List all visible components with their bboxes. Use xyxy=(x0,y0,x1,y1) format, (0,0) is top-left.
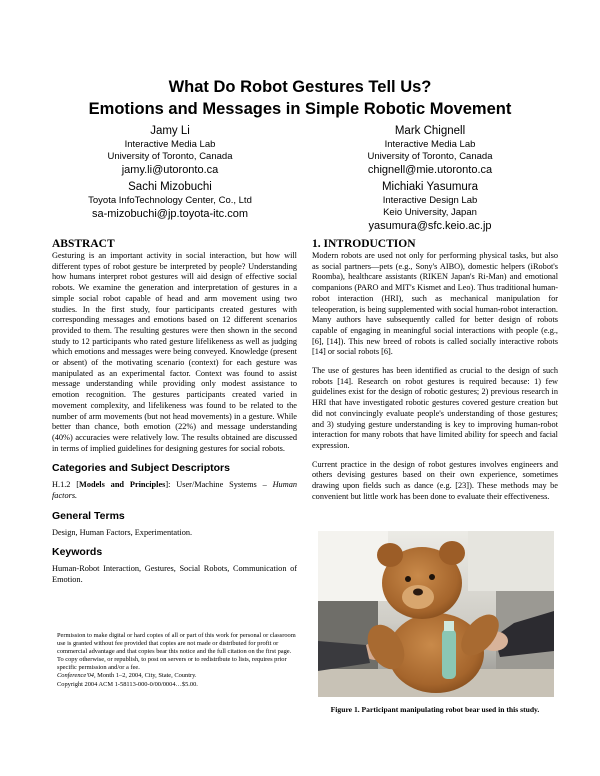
author-affiliation: Interactive Media Lab xyxy=(384,139,476,150)
introduction-heading: 1. INTRODUCTION xyxy=(312,238,416,250)
keywords-text: Human-Robot Interaction, Gestures, Social Robots, Communication of Emotion. xyxy=(52,564,297,585)
author-affiliation: University of Toronto, Canada xyxy=(367,151,493,162)
author-name: Sachi Mizobuchi xyxy=(128,181,212,193)
author-block-1 xyxy=(40,124,300,178)
author-name: Mark Chignell xyxy=(394,125,466,137)
author-affiliation: Toyota InfoTechnology Center, Co., Ltd xyxy=(88,195,252,206)
author-affiliation: Interactive Media Lab xyxy=(124,139,216,150)
abstract-text: Gesturing is an important activity in social interaction, but how will different types of robot gesture be interpreted by people? Understanding how humans interpret robot gestures will aid design of effective social robots. We examine the generation and interpretation of gestures in a simple social robot capable of head and arm movement using two studies. In the first study, four participants created gestures with corresponding messages and emotions based on 12 different scenarios provided to them. The resulting gestures were then shown in the second study to 12 participants who rated gesture lifelikeness as well as judging which emotions and messages were being conveyed. Knowledge (present or absent) of the motivating scenario (context) for each gesture was manipulated as an experimental factor. Context was found to assist message understanding while providing only modest assistance to emotion recognition. The gestures participants created varied in movement complexity, and lifelikeness was found to be related to the number of arm movements (but not head movements) in a gesture. While better than chance, both emotion (22%) and message understanding (40%) accuracies were relatively low. The results obtained are discussed in terms of implied guidelines for designing gestures for social robots. xyxy=(52,251,297,453)
author-block-2 xyxy=(300,124,560,178)
author-block-3 xyxy=(40,180,300,222)
paper-title-line2: Emotions and Messages in Simple Robotic Movement xyxy=(88,100,512,118)
copyright-line: Copyright 2004 ACM 1-58113-000-0/00/0004…$5.00. xyxy=(57,680,198,688)
categories-bold: Models and Principles xyxy=(79,480,166,490)
author-name: Jamy Li xyxy=(150,125,190,137)
left-column xyxy=(52,237,297,586)
general-terms-heading: General Terms xyxy=(52,509,125,522)
categories-heading: Categories and Subject Descriptors xyxy=(52,462,230,475)
keywords-heading: Keywords xyxy=(52,546,103,559)
intro-paragraph-3: Current practice in the design of robot gestures involves engineers and others devising gestures based on their own experience, sometimes drawing upon fields such as dance (e.g. [23]). These methods may be convenient but little work has been done to evaluate their effectiveness. xyxy=(312,459,558,501)
author-block-4 xyxy=(300,180,560,234)
intro-paragraph-2: The use of gestures has been identified as crucial to the design of such robots [14]. Research on robot gestures is required because: 1) few guidelines exist for the design of robotic gestures; 2) previous research in HRI that have investigated robotic gestures covered gesture creation but did not convincingly evaluate people's understanding of those gestures; and 3) studying gesture understanding is key to improving human-robot interaction for many robots that have limited ability for speech and facial expression. xyxy=(312,366,558,450)
robot-bear-photo xyxy=(318,531,554,697)
author-email: chignell@mie.utoronto.ca xyxy=(367,164,493,176)
categories-italic: Human factors. xyxy=(52,480,297,501)
copyright-notice xyxy=(57,632,297,689)
general-terms-text: Design, Human Factors, Experimentation. xyxy=(52,527,193,537)
right-column xyxy=(312,237,558,502)
intro-paragraph-1: Modern robots are used not only for performing physical tasks, but also as social partners—pets (e.g., Sony's AIBO), domestic helpers (iRobot's Roomba), healthcare assistants (RIKEN Japan's Ri-Man) and emotional companions (PARO and MIT's Kismet and Leo). Thus traditional human-robot interaction (HRI), such as mechanical manipulation for teleoperation, is being supplemented with social human-robot interaction. Many authors have subsequently called for better design of robots capable of engaging in meaningful social interactions with people (e.g., [6], [14]). This new breed of robots is called socially interactive robots [14] or social robots [6]. xyxy=(312,251,558,357)
copyright-text: Permission to make digital or hard copies of all or part of this work for personal or classroom use is granted without fee provided that copies are not made or distributed for profit or commercial advantage and that copies bear this notice and the full citation on the first page. To copy otherwise, or republish, to post on servers or to redistribute to lists, requires prior specific permission and/or a fee. xyxy=(57,632,296,672)
author-email: jamy.li@utoronto.ca xyxy=(121,164,219,176)
author-affiliation: Interactive Design Lab xyxy=(382,195,478,206)
author-email: yasumura@sfc.keio.ac.jp xyxy=(368,220,492,232)
author-affiliation: University of Toronto, Canada xyxy=(107,151,233,162)
categories-code: H.1.2 [ xyxy=(52,480,80,490)
copyright-venue: Conference'04 xyxy=(57,672,94,680)
paper-title-line1: What Do Robot Gestures Tell Us? xyxy=(168,78,432,96)
figure-caption: Figure 1. Participant manipulating robot bear used in this study. xyxy=(330,705,540,714)
categories-rest: ]: User/Machine Systems – xyxy=(165,480,273,490)
figure-photo xyxy=(318,531,554,697)
copyright-venue-rest: , Month 1–2, 2004, City, State, Country. xyxy=(93,672,197,680)
copyright-venue-line xyxy=(57,672,297,680)
author-name: Michiaki Yasumura xyxy=(381,181,479,193)
author-email: sa-mizobuchi@jp.toyota-itc.com xyxy=(91,208,249,220)
abstract-heading: ABSTRACT xyxy=(52,238,115,250)
author-affiliation: Keio University, Japan xyxy=(383,207,477,218)
categories-text xyxy=(52,480,297,501)
